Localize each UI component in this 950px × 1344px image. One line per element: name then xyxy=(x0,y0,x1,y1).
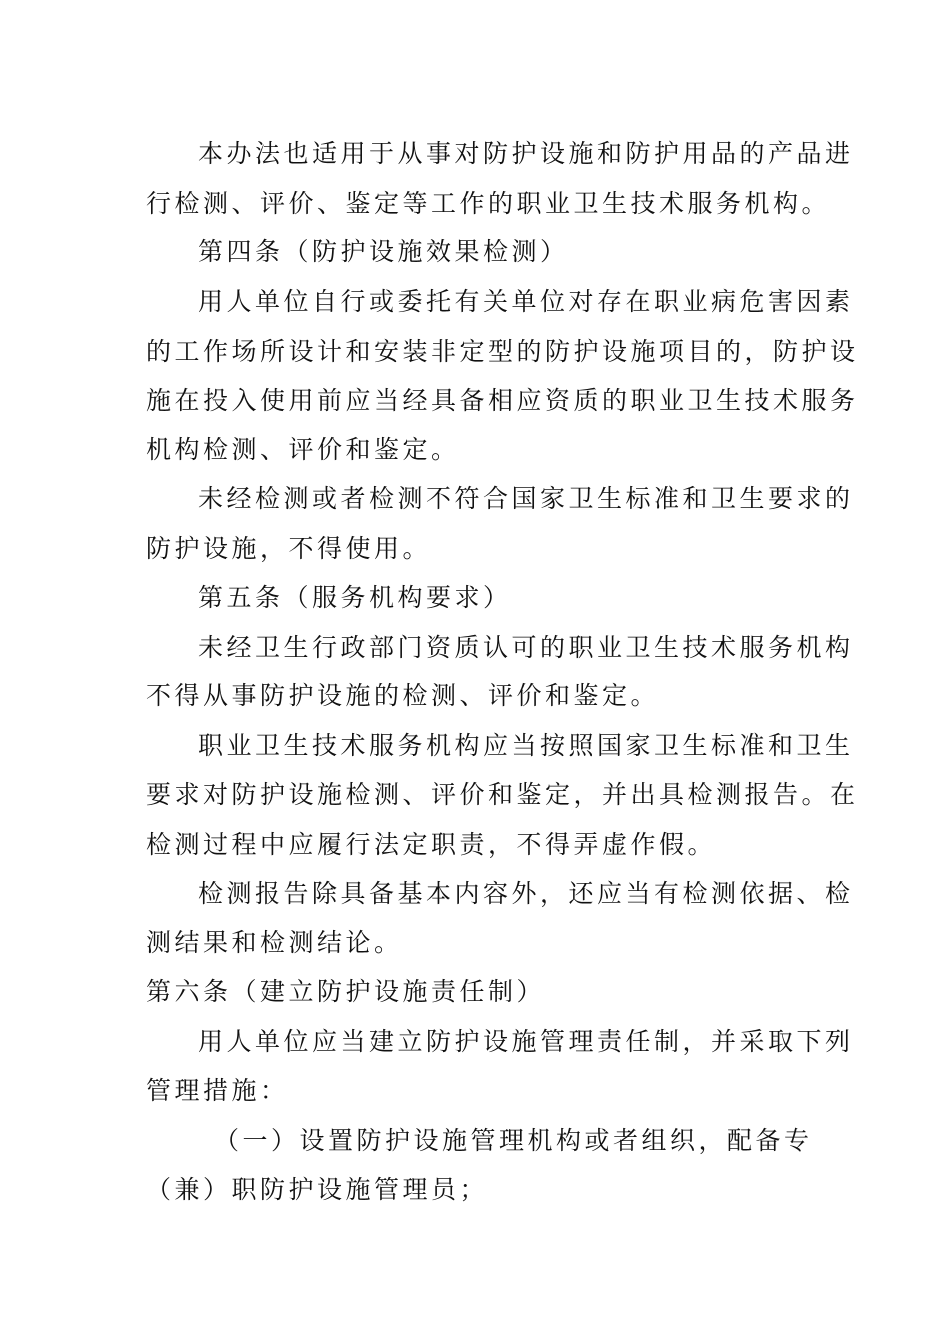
paragraph-line: 的工作场所设计和安装非定型的防护设施项目的，防护设 xyxy=(146,337,859,366)
paragraph-line: 测结果和检测结论。 xyxy=(146,928,403,957)
paragraph-line: 要求对防护设施检测、评价和鉴定，并出具检测报告。在 xyxy=(146,780,859,809)
paragraph-line: 防护设施，不得使用。 xyxy=(146,534,432,563)
paragraph-line: 检测报告除具备基本内容外，还应当有检测依据、检 xyxy=(198,879,854,908)
paragraph-line: 行检测、评价、鉴定等工作的职业卫生技术服务机构。 xyxy=(146,189,831,218)
paragraph-line: 未经检测或者检测不符合国家卫生标准和卫生要求的 xyxy=(198,484,854,513)
article-heading: 第四条（防护设施效果检测） xyxy=(198,237,569,266)
paragraph-line: 用人单位应当建立防护设施管理责任制，并采取下列 xyxy=(198,1027,854,1056)
list-item-line: （兼）职防护设施管理员； xyxy=(146,1175,489,1204)
article-heading: 第六条（建立防护设施责任制） xyxy=(146,977,546,1006)
paragraph-line: 管理措施： xyxy=(146,1076,289,1105)
paragraph-line: 用人单位自行或委托有关单位对存在职业病危害因素 xyxy=(198,287,854,316)
paragraph-line: 检测过程中应履行法定职责，不得弄虚作假。 xyxy=(146,830,717,859)
paragraph-line: 不得从事防护设施的检测、评价和鉴定。 xyxy=(146,681,660,710)
paragraph-line: 施在投入使用前应当经具备相应资质的职业卫生技术服务 xyxy=(146,386,859,415)
article-heading: 第五条（服务机构要求） xyxy=(198,583,512,612)
paragraph-line: 本办法也适用于从事对防护设施和防护用品的产品进 xyxy=(198,139,854,168)
paragraph-line: 未经卫生行政部门资质认可的职业卫生技术服务机构 xyxy=(198,633,854,662)
paragraph-line: 职业卫生技术服务机构应当按照国家卫生标准和卫生 xyxy=(198,731,854,760)
paragraph-line: 机构检测、评价和鉴定。 xyxy=(146,435,460,464)
list-item-line: （一）设置防护设施管理机构或者组织，配备专 xyxy=(214,1126,813,1155)
